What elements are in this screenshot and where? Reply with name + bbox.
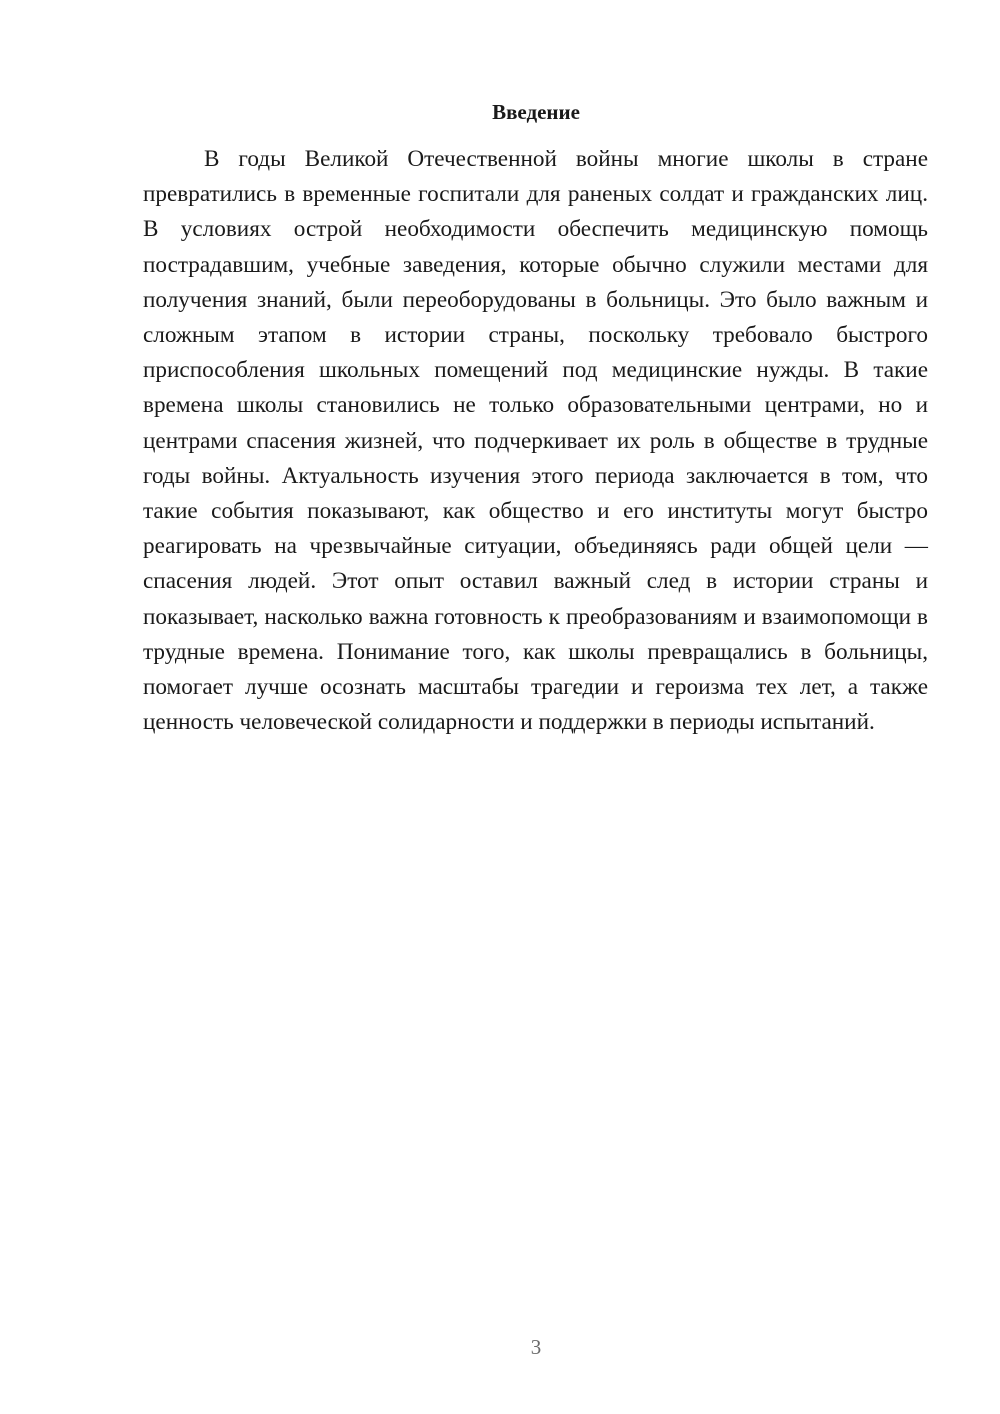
section-heading: Введение — [492, 100, 580, 124]
page-number: 3 — [530, 1335, 542, 1359]
intro-paragraph: В годы Великой Отечественной войны многие школы в стране превратились в временные госпитали для раненых солдат и гражданских лиц. В условиях острой необходимости обеспечить медицинскую помощь пострадавшим, учебные заведения, которые обычно служили местами для получения знаний, были переоборудованы в больницы. Это было важным и сложным этапом в истории страны, поскольку требовало быстрого приспособления школьных помещений под медицинские нужды. В такие времена школы становились не только образовательными центрами, но и центрами спасения жизней, что подчеркивает их роль в обществе в трудные годы войны. Актуальность изучения этого периода заключается в том, что такие события показывают, как общество и его институты могут быстро реагировать на чрезвычайные ситуации, объединяясь ради общей цели — спасения людей. Этот опыт оставил важный след в истории страны и показывает, насколько важна готовность к преобразованиям и взаимопомощи в трудные времена. Понимание того, как школы превращались в больницы, помогает лучше осознать масштабы трагедии и героизма тех лет, а также ценность человеческой солидарности и поддержки в периоды испытаний. — [143, 146, 928, 736]
